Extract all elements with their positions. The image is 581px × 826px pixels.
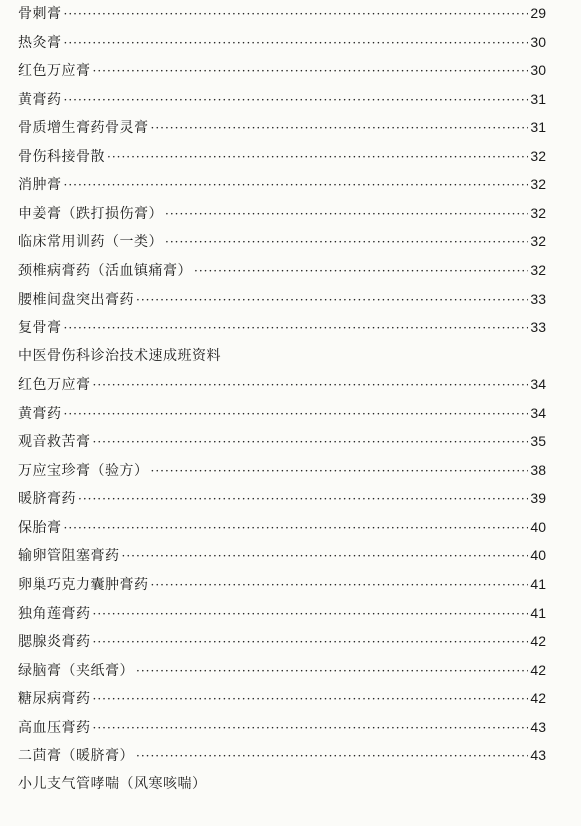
page-number: 33: [530, 291, 546, 307]
dot-leader: [93, 432, 529, 452]
entry-title: 消肿膏: [18, 177, 62, 193]
entry-title: 输卵管阻塞膏药: [18, 548, 120, 564]
entry-title: 绿脑膏（夹纸膏）: [18, 663, 134, 679]
dot-leader: [194, 261, 528, 281]
page-number: 40: [530, 519, 546, 535]
page-number: 41: [530, 576, 546, 592]
dot-leader: [64, 404, 529, 424]
toc-entry[interactable]: [18, 631, 546, 651]
entry-title: 万应宝珍膏（验方）: [18, 463, 149, 479]
toc-entry[interactable]: [18, 488, 546, 508]
entry-title: 糖尿病膏药: [18, 691, 91, 707]
entry-title: 保胎膏: [18, 520, 62, 536]
entry-title: 黄膏药: [18, 406, 62, 422]
entry-title: 暖脐膏药: [18, 491, 76, 507]
dot-leader: [93, 604, 529, 624]
toc-entry[interactable]: [18, 60, 546, 80]
toc-entry[interactable]: [18, 460, 546, 480]
toc-entry[interactable]: [18, 231, 546, 251]
page-number: 32: [530, 233, 546, 249]
page-number: 30: [530, 34, 546, 50]
entry-title: 观音救苦膏: [18, 434, 91, 450]
entry-title: 二茴膏（暖脐膏）: [18, 748, 134, 764]
toc-entry[interactable]: [18, 717, 546, 737]
entry-title: 独角莲膏药: [18, 606, 91, 622]
dot-leader: [165, 204, 528, 224]
page-number: 43: [530, 747, 546, 763]
dot-leader: [64, 175, 529, 195]
toc-entry[interactable]: [18, 174, 546, 194]
entry-title: 复骨膏: [18, 320, 62, 336]
page-number: 39: [530, 490, 546, 506]
entry-title: 骨伤科接骨散: [18, 149, 105, 165]
dot-leader: [151, 118, 529, 138]
page-number: 43: [530, 719, 546, 735]
dot-leader: [122, 546, 529, 566]
toc-entry[interactable]: [18, 688, 546, 708]
toc-entry[interactable]: [18, 431, 546, 451]
dot-leader: [64, 33, 529, 53]
dot-leader: [93, 375, 529, 395]
toc-entry[interactable]: [18, 545, 546, 565]
page-number: 30: [530, 62, 546, 78]
page-number: 33: [530, 319, 546, 335]
dot-leader: [64, 4, 529, 24]
dot-leader: [93, 689, 529, 709]
toc-entry[interactable]: [18, 317, 546, 337]
dot-leader: [93, 61, 529, 81]
entry-title: 腰椎间盘突出膏药: [18, 292, 134, 308]
section-heading: 中医骨伤科诊治技术速成班资料: [18, 348, 221, 364]
dot-leader: [136, 661, 528, 681]
page-number: 35: [530, 433, 546, 449]
page-number: 29: [530, 5, 546, 21]
dot-leader: [136, 746, 528, 766]
entry-title: 申姜膏（跌打损伤膏）: [18, 206, 163, 222]
toc-entry[interactable]: [18, 146, 546, 166]
dot-leader: [78, 489, 528, 509]
entry-title: 卵巢巧克力囊肿膏药: [18, 577, 149, 593]
toc-entry[interactable]: [18, 289, 546, 309]
entry-title: 红色万应膏: [18, 377, 91, 393]
page-number: 40: [530, 547, 546, 563]
page-number: 38: [530, 462, 546, 478]
dot-leader: [136, 290, 528, 310]
entry-title: 骨质增生膏药骨灵膏: [18, 120, 149, 136]
entry-title: 腮腺炎膏药: [18, 634, 91, 650]
page-number: 32: [530, 262, 546, 278]
dot-leader: [64, 90, 529, 110]
entry-title: 红色万应膏: [18, 63, 91, 79]
dot-leader: [165, 232, 528, 252]
toc-entry[interactable]: [18, 403, 546, 423]
dot-leader: [64, 318, 529, 338]
entry-title: 热灸膏: [18, 35, 62, 51]
toc-entry[interactable]: [18, 89, 546, 109]
entry-title: 颈椎病膏药（活血镇痛膏）: [18, 263, 192, 279]
dot-leader: [64, 518, 529, 538]
dot-leader: [93, 632, 529, 652]
toc-entry[interactable]: [18, 32, 546, 52]
toc-entry[interactable]: [18, 517, 546, 537]
page-number: 32: [530, 148, 546, 164]
toc-entry[interactable]: [18, 574, 546, 594]
section-heading: 小儿支气管哮喘（风寒咳喘）: [18, 776, 207, 792]
page-number: 34: [530, 376, 546, 392]
page-number: 32: [530, 176, 546, 192]
toc-entry[interactable]: [18, 660, 546, 680]
toc-entry[interactable]: [18, 203, 546, 223]
dot-leader: [151, 575, 529, 595]
page-number: 41: [530, 605, 546, 621]
toc-entry[interactable]: [18, 374, 546, 394]
dot-leader: [93, 718, 529, 738]
toc-entry[interactable]: [18, 3, 546, 23]
page-number: 42: [530, 633, 546, 649]
dot-leader: [107, 147, 528, 167]
page-number: 31: [530, 119, 546, 135]
toc-entry[interactable]: [18, 117, 546, 137]
page-number: 42: [530, 690, 546, 706]
entry-title: 高血压膏药: [18, 720, 91, 736]
toc-entry[interactable]: [18, 745, 546, 765]
entry-title: 骨刺膏: [18, 6, 62, 22]
page-number: 34: [530, 405, 546, 421]
page-number: 31: [530, 91, 546, 107]
entry-title: 黄膏药: [18, 92, 62, 108]
entry-title: 临床常用训药（一类）: [18, 234, 163, 250]
dot-leader: [151, 461, 529, 481]
toc-entry[interactable]: [18, 603, 546, 623]
page-number: 42: [530, 662, 546, 678]
toc-entry[interactable]: [18, 260, 546, 280]
page-number: 32: [530, 205, 546, 221]
